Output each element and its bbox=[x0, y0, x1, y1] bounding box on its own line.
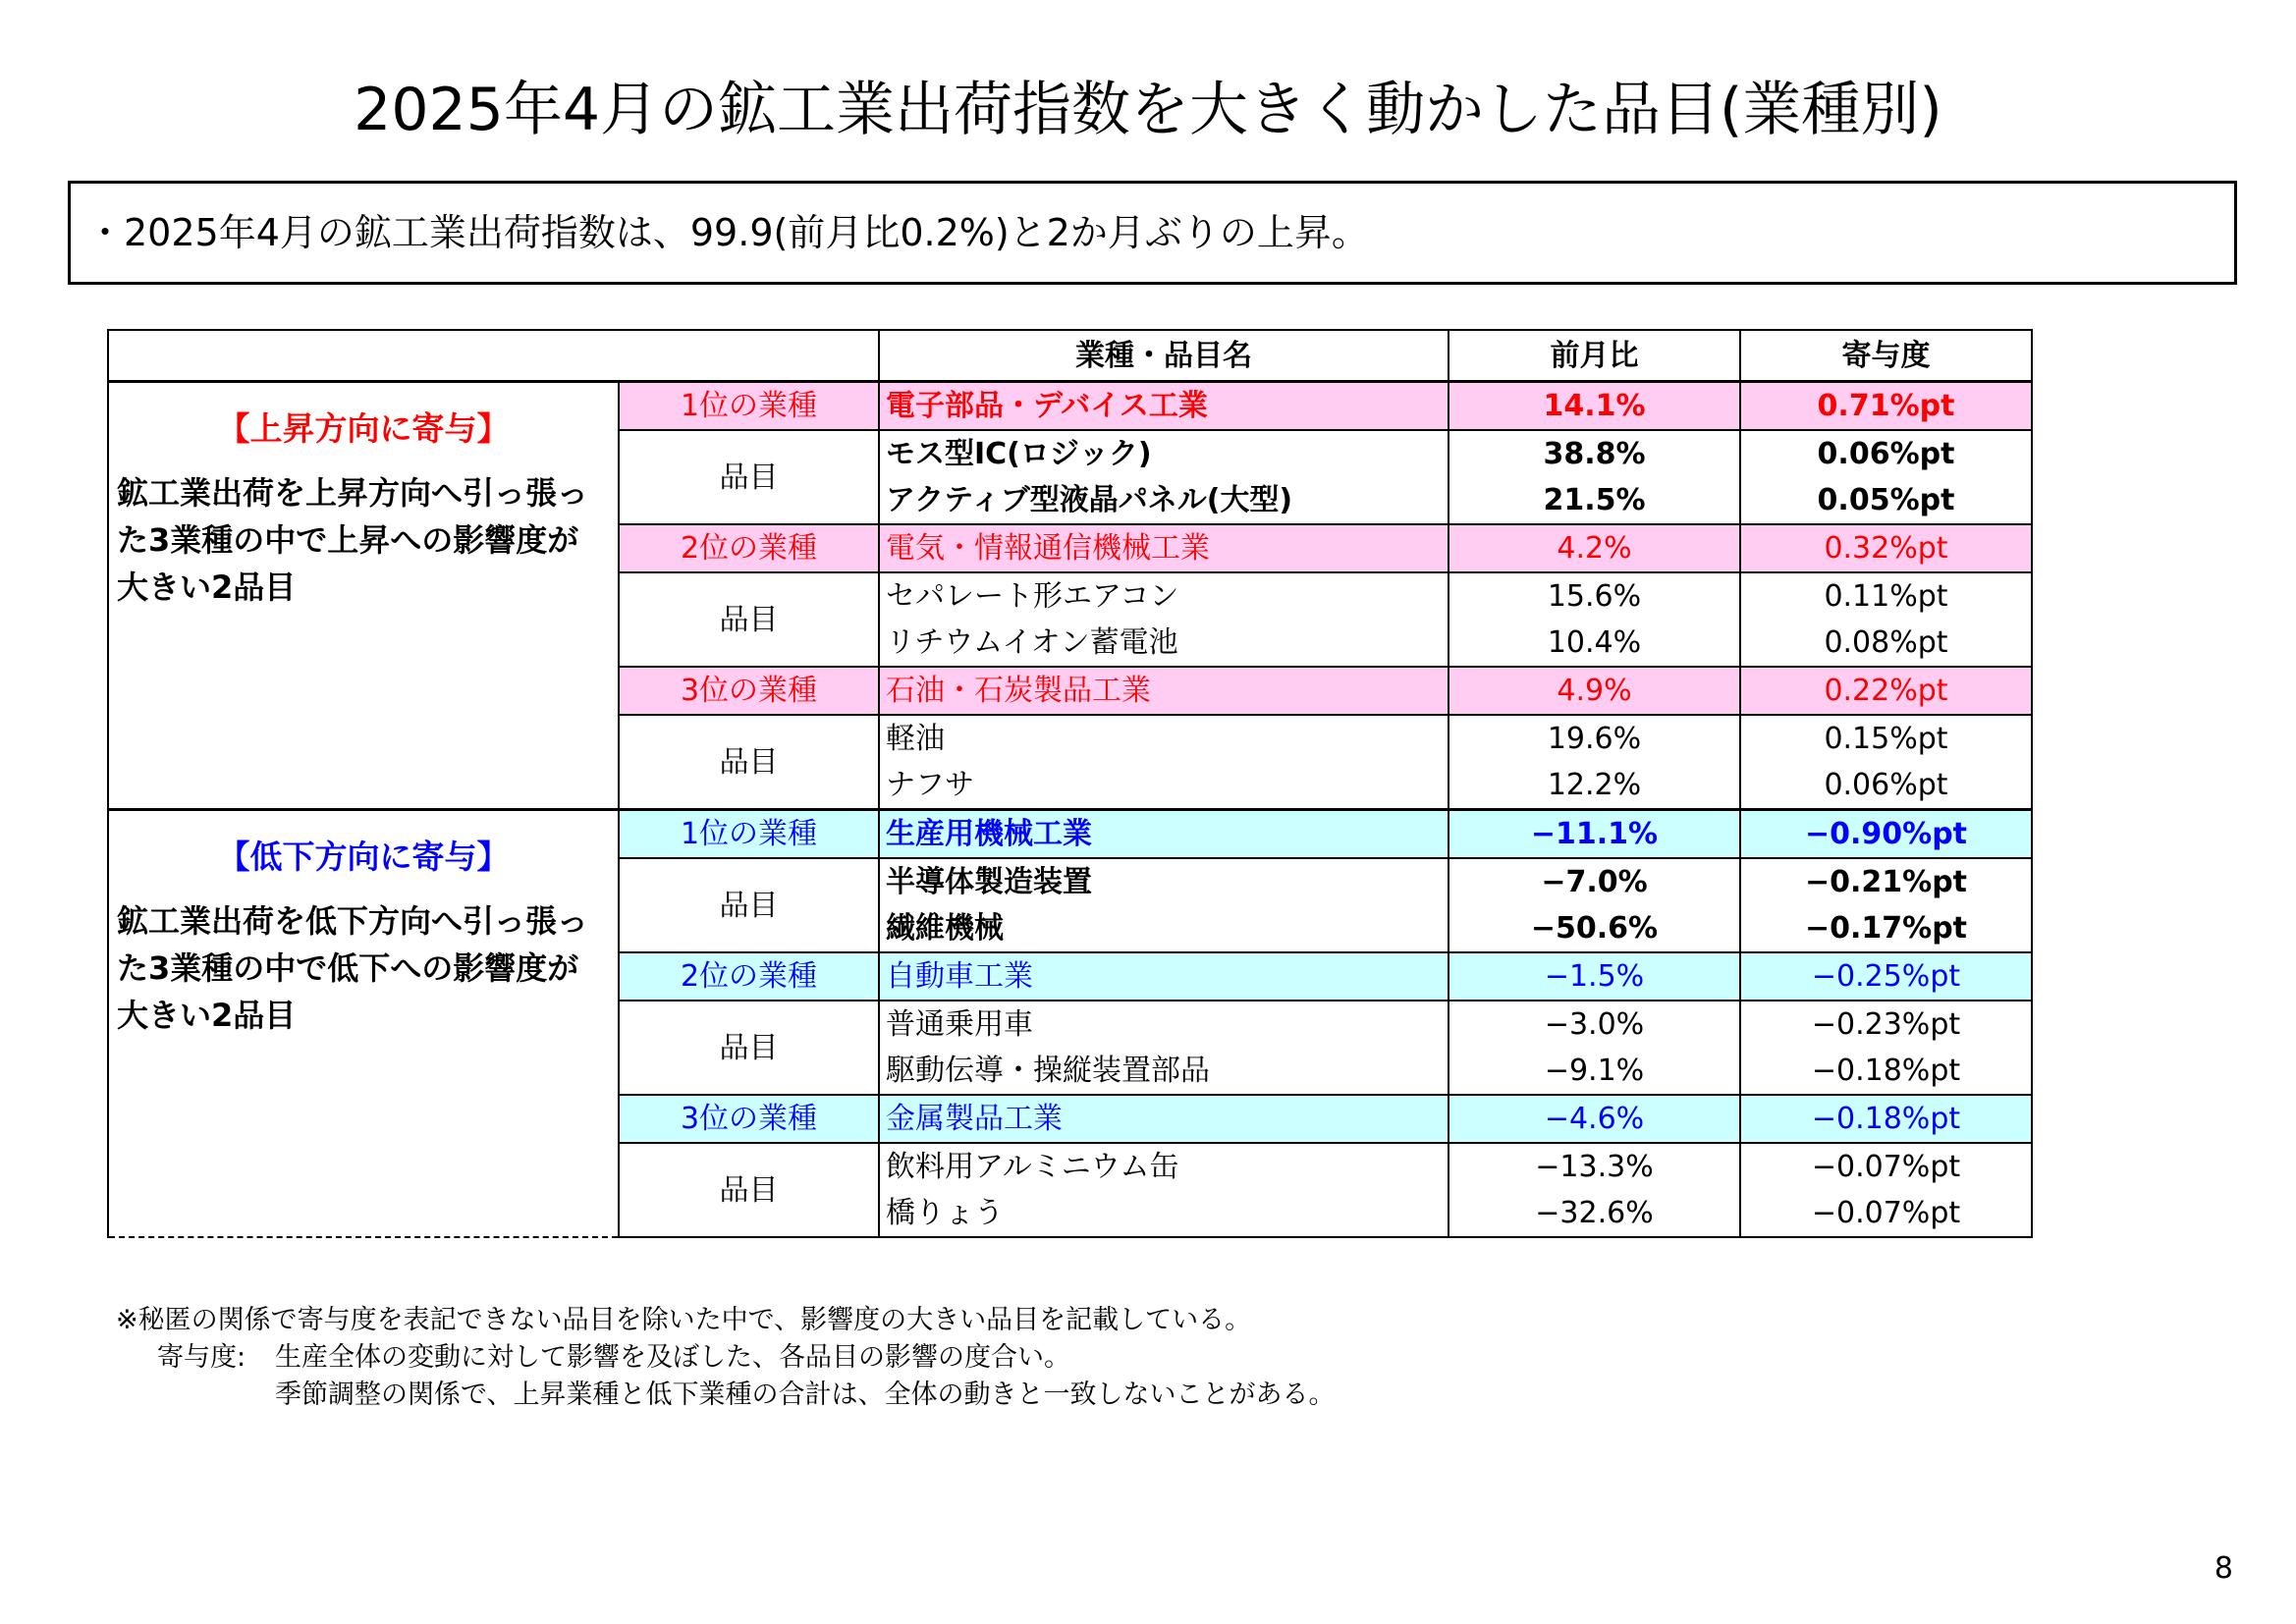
item-contrib: 0.06%pt bbox=[1740, 430, 2032, 477]
industry-name: 自動車工業 bbox=[879, 952, 1449, 1001]
industry-mom: −1.5% bbox=[1449, 952, 1740, 1001]
industry-name: 生産用機械工業 bbox=[879, 810, 1449, 859]
footnotes bbox=[116, 1302, 1335, 1414]
summary-text: ・2025年4月の鉱工業出荷指数は、99.9(前月比0.2%)と2か月ぶりの上昇。 bbox=[86, 211, 1369, 254]
rank-label: 2位の業種 bbox=[619, 952, 879, 1001]
header-contrib: 寄与度 bbox=[1740, 330, 2032, 382]
industry-row-up-1 bbox=[108, 382, 2032, 431]
footnote-line-2: 生産全体の変動に対して影響を及ぼした、各品目の影響の度合い。 bbox=[275, 1342, 1070, 1373]
footnote-row-3 bbox=[116, 1377, 1335, 1414]
item-name: 橋りょう bbox=[879, 1190, 1449, 1237]
item-mom: −50.6% bbox=[1449, 905, 1740, 952]
header-row bbox=[108, 330, 2032, 382]
item-mom: −9.1% bbox=[1449, 1048, 1740, 1095]
rank-label: 2位の業種 bbox=[619, 524, 879, 572]
page-title: 2025年4月の鉱工業出荷指数を大きく動かした品目(業種別) bbox=[354, 76, 1942, 144]
industry-name: 石油・石炭製品工業 bbox=[879, 667, 1449, 715]
kind-label: 品目 bbox=[619, 715, 879, 810]
item-name: リチウムイオン蓄電池 bbox=[879, 620, 1449, 667]
item-mom: −32.6% bbox=[1449, 1190, 1740, 1237]
item-mom: 21.5% bbox=[1449, 477, 1740, 524]
kind-label: 品目 bbox=[619, 1001, 879, 1095]
item-contrib: 0.05%pt bbox=[1740, 477, 2032, 524]
page-number: 8 bbox=[2214, 1551, 2233, 1586]
group-desc-down: 鉱工業出荷を低下方向へ引っ張った3業種の中で低下への影響度が大きい2品目 bbox=[117, 902, 589, 1034]
item-name: 普通乗用車 bbox=[879, 1001, 1449, 1048]
group-cell-up bbox=[108, 382, 619, 810]
item-contrib: −0.18%pt bbox=[1740, 1048, 2032, 1095]
kind-label: 品目 bbox=[619, 430, 879, 524]
item-contrib: 0.08%pt bbox=[1740, 620, 2032, 667]
rank-label: 1位の業種 bbox=[619, 810, 879, 859]
item-mom: 10.4% bbox=[1449, 620, 1740, 667]
item-name: ナフサ bbox=[879, 762, 1449, 810]
shipments-table bbox=[107, 329, 2033, 1238]
item-mom: −13.3% bbox=[1449, 1143, 1740, 1190]
item-name: 軽油 bbox=[879, 715, 1449, 762]
item-contrib: −0.07%pt bbox=[1740, 1143, 2032, 1190]
industry-mom: −11.1% bbox=[1449, 810, 1740, 859]
industry-name: 電子部品・デバイス工業 bbox=[879, 382, 1449, 431]
item-contrib: −0.17%pt bbox=[1740, 905, 2032, 952]
industry-contrib: 0.32%pt bbox=[1740, 524, 2032, 572]
industry-name: 金属製品工業 bbox=[879, 1095, 1449, 1143]
footnote-spacer bbox=[116, 1377, 275, 1414]
industry-contrib: −0.25%pt bbox=[1740, 952, 2032, 1001]
header-blank bbox=[108, 330, 879, 382]
rank-label: 3位の業種 bbox=[619, 1095, 879, 1143]
item-mom: −3.0% bbox=[1449, 1001, 1740, 1048]
group-desc-up: 鉱工業出荷を上昇方向へ引っ張った3業種の中で上昇への影響度が大きい2品目 bbox=[117, 474, 589, 606]
item-contrib: −0.07%pt bbox=[1740, 1190, 2032, 1237]
summary-box bbox=[68, 181, 2237, 285]
item-mom: −7.0% bbox=[1449, 858, 1740, 905]
group-label-down: 【低下方向に寄与】 bbox=[217, 838, 510, 876]
kind-label: 品目 bbox=[619, 1143, 879, 1237]
item-contrib: 0.11%pt bbox=[1740, 572, 2032, 620]
industry-row-down-1 bbox=[108, 810, 2032, 859]
group-cell-down bbox=[108, 810, 619, 1238]
item-name: アクティブ型液晶パネル(大型) bbox=[879, 477, 1449, 524]
item-contrib: 0.15%pt bbox=[1740, 715, 2032, 762]
item-mom: 38.8% bbox=[1449, 430, 1740, 477]
item-name: 繊維機械 bbox=[879, 905, 1449, 952]
header-name: 業種・品目名 bbox=[879, 330, 1449, 382]
industry-contrib: −0.90%pt bbox=[1740, 810, 2032, 859]
item-name: セパレート形エアコン bbox=[879, 572, 1449, 620]
group-label-up: 【上昇方向に寄与】 bbox=[217, 409, 510, 448]
kind-label: 品目 bbox=[619, 572, 879, 667]
item-contrib: −0.21%pt bbox=[1740, 858, 2032, 905]
industry-name: 電気・情報通信機械工業 bbox=[879, 524, 1449, 572]
item-contrib: 0.06%pt bbox=[1740, 762, 2032, 810]
footnote-line-3: 季節調整の関係で、上昇業種と低下業種の合計は、全体の動きと一致しないことがある。 bbox=[275, 1380, 1336, 1410]
item-mom: 12.2% bbox=[1449, 762, 1740, 810]
rank-label: 1位の業種 bbox=[619, 382, 879, 431]
industry-mom: −4.6% bbox=[1449, 1095, 1740, 1143]
item-name: 駆動伝導・操縦装置部品 bbox=[879, 1048, 1449, 1095]
footnote-definition bbox=[116, 1339, 1335, 1377]
item-name: モス型IC(ロジック) bbox=[879, 430, 1449, 477]
industry-mom: 14.1% bbox=[1449, 382, 1740, 431]
rank-label: 3位の業種 bbox=[619, 667, 879, 715]
footnote-term: 寄与度: bbox=[157, 1342, 246, 1373]
industry-contrib: 0.71%pt bbox=[1740, 382, 2032, 431]
kind-label: 品目 bbox=[619, 858, 879, 952]
item-contrib: −0.23%pt bbox=[1740, 1001, 2032, 1048]
item-mom: 19.6% bbox=[1449, 715, 1740, 762]
industry-mom: 4.2% bbox=[1449, 524, 1740, 572]
item-name: 半導体製造装置 bbox=[879, 858, 1449, 905]
header-mom: 前月比 bbox=[1449, 330, 1740, 382]
item-name: 飲料用アルミニウム缶 bbox=[879, 1143, 1449, 1190]
industry-contrib: −0.18%pt bbox=[1740, 1095, 2032, 1143]
item-mom: 15.6% bbox=[1449, 572, 1740, 620]
industry-mom: 4.9% bbox=[1449, 667, 1740, 715]
industry-contrib: 0.22%pt bbox=[1740, 667, 2032, 715]
footnote-line-1: ※秘匿の関係で寄与度を表記できない品目を除いた中で、影響度の大きい品目を記載している。 bbox=[116, 1305, 1252, 1335]
